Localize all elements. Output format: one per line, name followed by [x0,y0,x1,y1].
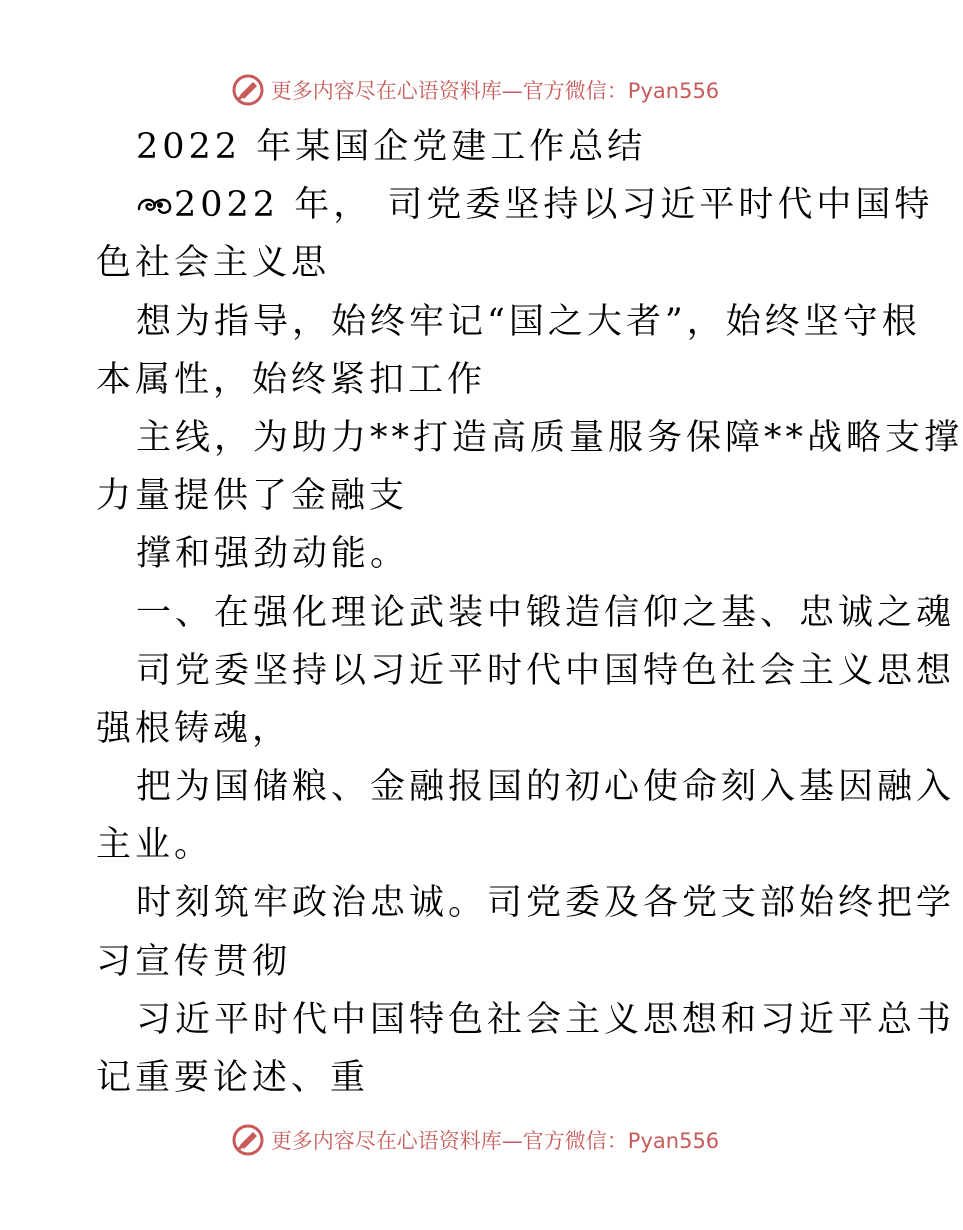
section-heading: 一、在强化理论武装中锻造信仰之基、忠诚之魂 [136,592,956,633]
document-title: 2022 年某国企党建工作总结 [136,127,647,167]
paragraph-line: 把为国储粮、金融报国的初心使命刻入基因融入 [136,767,956,808]
paragraph-line: 强根铸魂， [96,708,292,749]
header-watermark [0,70,950,110]
paragraph-line [96,176,934,234]
paragraph-line: 主线，为助力**打造高质量服务保障**战略支撑 [136,417,963,458]
paragraph-text: 2022 年， 司党委坚持以习近平时代中国特 [174,185,934,226]
paragraph-line: 力量提供了金融支 [96,476,409,517]
watermark-text: 更多内容尽在心语资料库—官方微信：Pyan556 [270,79,720,103]
paragraph-line: 习宣传贯彻 [96,941,292,982]
paragraph-line: 色社会主义思 [96,243,331,284]
paragraph-line: 司党委坚持以习近平时代中国特色社会主义思想 [136,650,956,691]
watermark-text: 更多内容尽在心语资料库—官方微信：Pyan556 [270,1129,720,1153]
footer-watermark [0,1120,950,1160]
document-body [96,118,963,1107]
paragraph-line: 习近平时代中国特色社会主义思想和习近平总书 [136,999,956,1040]
paragraph-line: 时刻筑牢政治忠诚。司党委及各党支部始终把学 [136,883,956,924]
swirl-ornament-icon [136,192,174,218]
paragraph-line: 记重要论述、重 [96,1058,370,1098]
paragraph-line: 想为指导，始终牢记“国之大者”，始终坚守根 [136,301,921,342]
paragraph-line: 撑和强劲动能。 [136,534,410,575]
paragraph-line: 主业。 [96,825,214,866]
paragraph-line: 本属性，始终紧扣工作 [96,359,487,400]
brand-logo-icon [231,1123,265,1157]
brand-logo-icon [231,73,265,107]
